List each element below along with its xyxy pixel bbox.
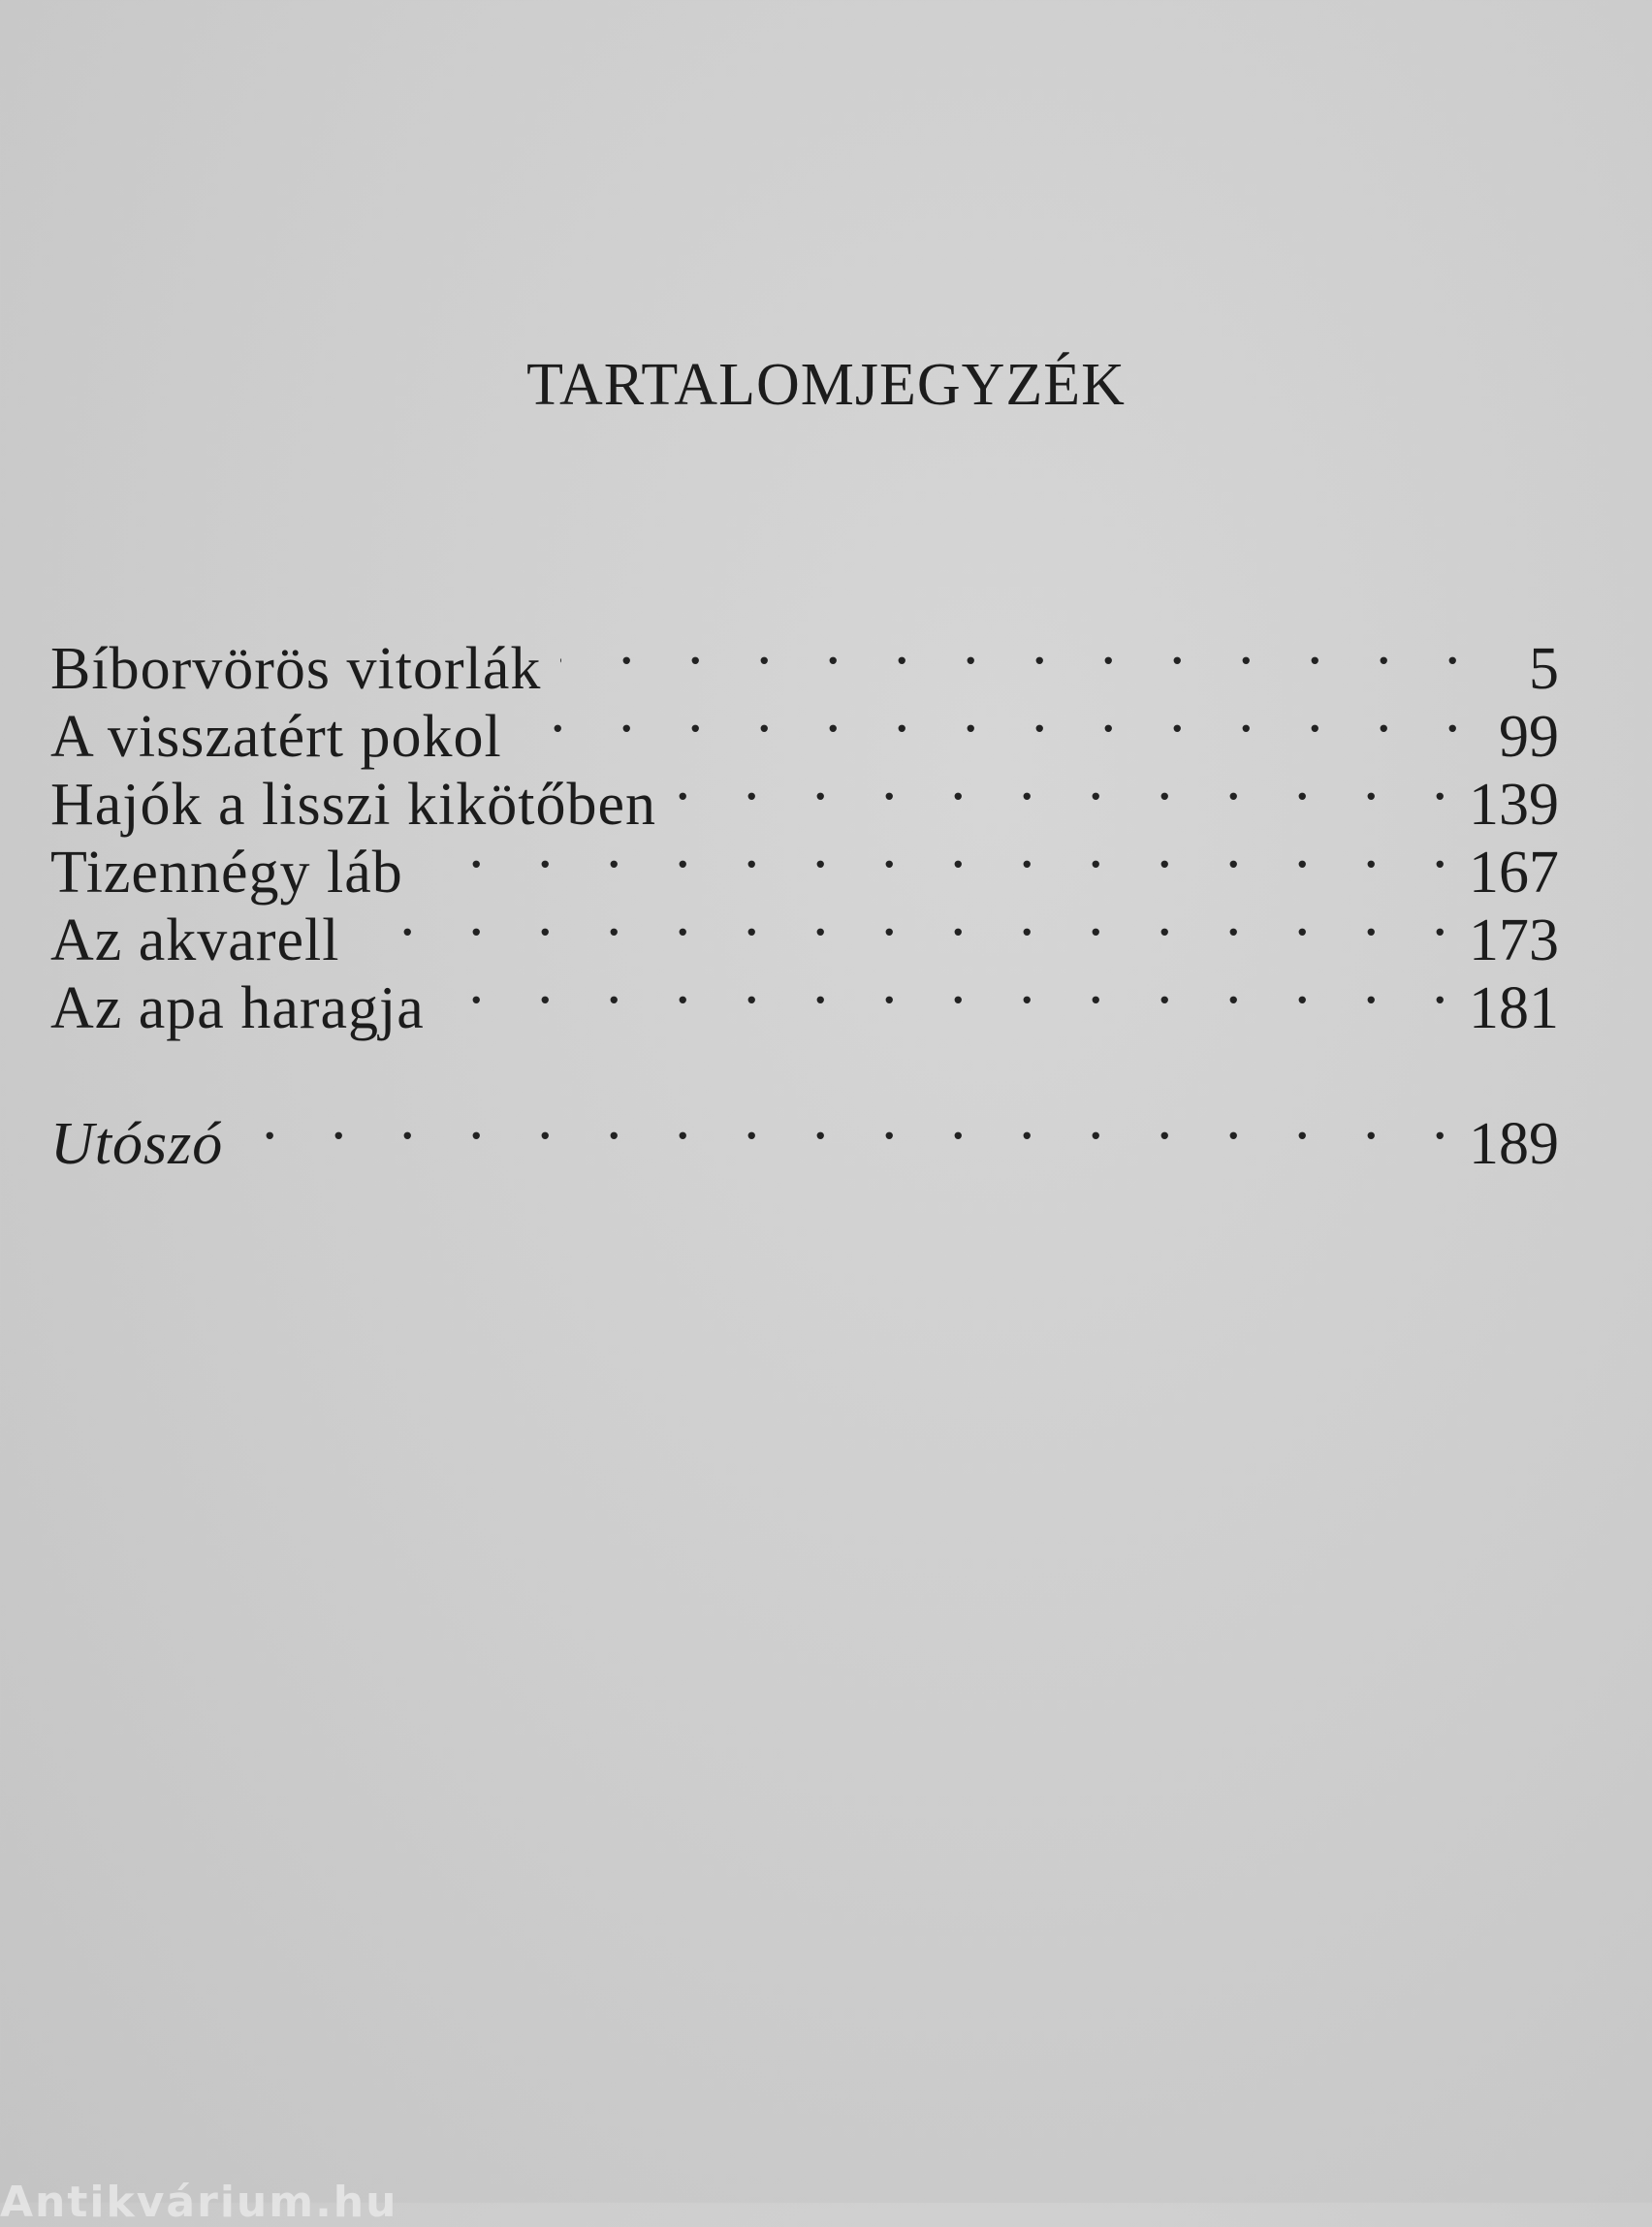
page-title: TARTALOMJEGYZÉK <box>526 352 1126 418</box>
toc-entry-page: 181 <box>1469 975 1559 1041</box>
toc-entry-page: 167 <box>1469 840 1559 906</box>
dot-leader <box>242 1096 1447 1163</box>
toc-entry <box>50 892 1559 973</box>
dot-leader <box>444 960 1447 1028</box>
toc-entry-page: 173 <box>1469 907 1559 973</box>
dot-leader <box>423 824 1447 892</box>
toc-entry <box>50 824 1559 906</box>
dot-leader <box>359 892 1447 960</box>
toc-entry-title: Hajók a lisszi kikötőben <box>50 772 656 838</box>
toc-entry-title: Tizennégy láb <box>50 840 403 906</box>
toc-entry-title: A visszatért pokol <box>50 704 502 770</box>
watermark: Antikvárium.hu <box>0 2178 398 2227</box>
toc-afterword-page: 189 <box>1469 1111 1559 1177</box>
toc-entry-title: Az akvarell <box>50 907 340 973</box>
dot-leader <box>676 756 1447 824</box>
dot-leader <box>522 688 1460 756</box>
toc-afterword <box>50 1096 1559 1177</box>
toc-entry-title: Bíborvörös vitorlák <box>50 636 542 702</box>
toc-entry <box>50 688 1559 770</box>
toc-entry-title: Az apa haragja <box>50 975 425 1041</box>
toc-entry <box>50 756 1559 838</box>
toc-entry <box>50 960 1559 1041</box>
toc-entry-page: 5 <box>1529 636 1559 702</box>
toc-entry-page: 99 <box>1499 704 1559 770</box>
toc-entry-page: 139 <box>1469 772 1559 838</box>
toc-afterword-title: Utószó <box>50 1111 224 1177</box>
dot-leader <box>560 620 1460 688</box>
toc-entry <box>50 620 1559 702</box>
